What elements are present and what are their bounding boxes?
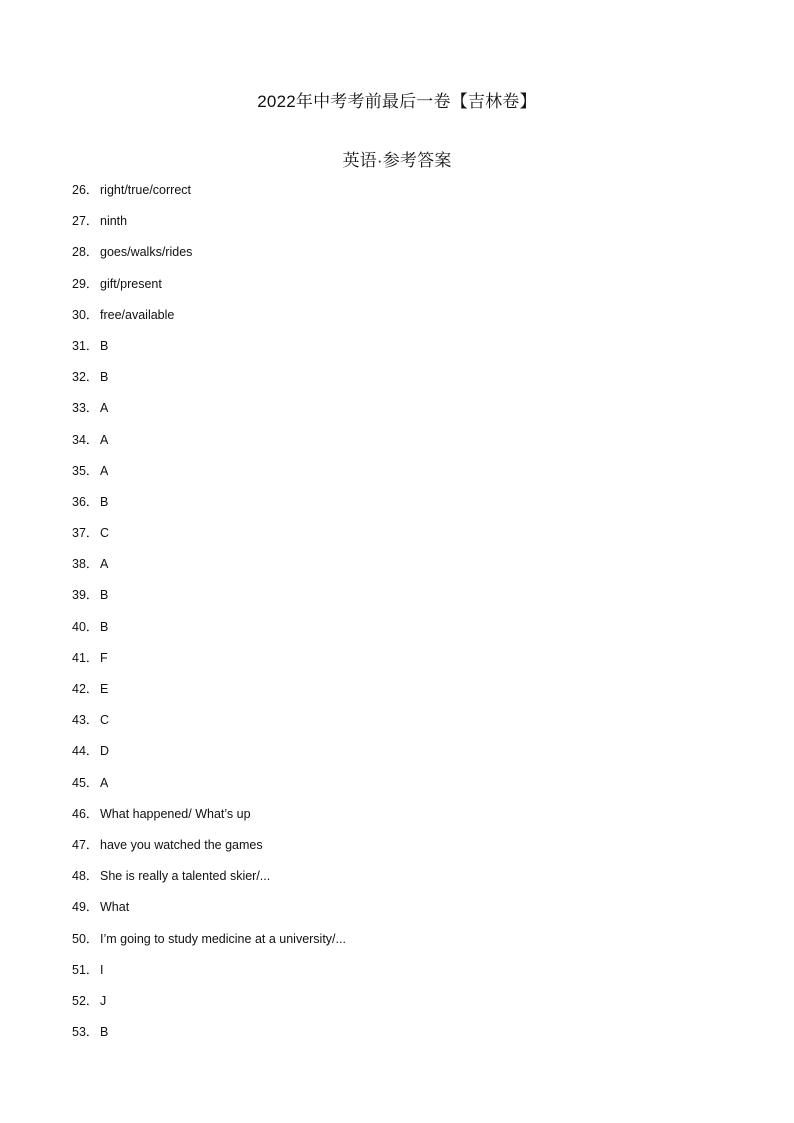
answer-text: J [100,993,107,1008]
answer-text: I [100,962,104,977]
answer-item [72,960,346,991]
answer-text: A [100,775,109,790]
answer-item [72,492,346,523]
answer-item [72,617,346,648]
answer-number: 45． [72,775,99,790]
answer-number: 29． [72,276,99,291]
answer-item [72,211,346,242]
answer-text: B [100,494,109,509]
answer-item [72,897,346,928]
answer-item [72,523,346,554]
answer-number: 48． [72,869,99,884]
answer-text: B [100,588,109,603]
answer-list [72,180,346,1053]
answer-number: 51． [72,962,99,977]
answer-text: B [100,338,109,353]
answer-number: 41． [72,650,99,665]
answer-number: 33． [72,401,99,416]
answer-item [72,835,346,866]
answer-text: B [100,370,109,385]
answer-number: 38． [72,557,99,572]
answer-number: 42． [72,682,99,696]
answer-item [72,367,346,398]
answer-number: 40． [72,619,99,634]
answer-number: 27． [72,214,99,229]
answer-number: 35． [72,463,99,478]
answer-text: D [100,744,110,759]
answer-text: free/available [100,307,175,322]
answer-item [72,430,346,461]
answer-number: 52． [72,993,99,1008]
answer-number: 31． [72,338,99,353]
answer-item [72,274,346,305]
answer-item [72,180,346,211]
answer-item [72,991,346,1022]
answer-item [72,1022,346,1053]
answer-number: 26． [72,183,99,197]
answer-item [72,336,346,367]
answer-number: 39． [72,588,99,603]
answer-text: right/true/correct [100,183,192,197]
answer-text: A [100,432,109,447]
answer-number: 43． [72,713,99,728]
answer-item [72,804,346,835]
answer-item [72,929,346,960]
answer-item [72,398,346,429]
answer-item [72,585,346,616]
answer-item [72,710,346,741]
answer-text: I’m going to study medicine at a university/... [100,931,346,946]
document-subtitle: 英语·参考答案 [342,151,452,170]
answer-item [72,741,346,772]
answer-number: 30． [72,307,99,322]
answer-number: 32． [72,370,99,385]
answer-text: goes/walks/rides [100,245,193,260]
answer-number: 37． [72,526,99,541]
answer-text: C [100,713,110,728]
answer-text: A [100,557,109,572]
answer-text: A [100,401,109,416]
answer-text: have you watched the games [100,837,263,852]
answer-number: 47． [72,837,99,852]
answer-item [72,773,346,804]
answer-text: gift/present [100,276,162,291]
answer-text: What [100,900,130,915]
answer-number: 46． [72,806,99,821]
answer-item [72,461,346,492]
answer-number: 34． [72,432,99,447]
answer-item [72,866,346,897]
answer-item [72,648,346,679]
document-title: 2022年中考考前最后一卷【吉林卷】 [257,92,537,111]
answer-number: 28． [72,245,99,260]
answer-number: 50． [72,931,99,946]
answer-text: B [100,1025,109,1040]
answer-text: C [100,526,110,541]
answer-number: 53． [72,1025,99,1040]
answer-number: 36． [72,494,99,509]
answer-number: 49． [72,900,99,915]
answer-item [72,305,346,336]
answer-text: B [100,619,109,634]
answer-item [72,679,346,710]
answer-text: ninth [100,214,128,229]
answer-text: She is really a talented skier/... [100,869,271,884]
answer-text: E [100,682,109,696]
answer-text: F [100,650,108,665]
answer-text: What happened/ What’s up [100,806,251,821]
answer-number: 44． [72,744,99,759]
answer-item [72,242,346,273]
answer-item [72,554,346,585]
answer-text: A [100,463,109,478]
